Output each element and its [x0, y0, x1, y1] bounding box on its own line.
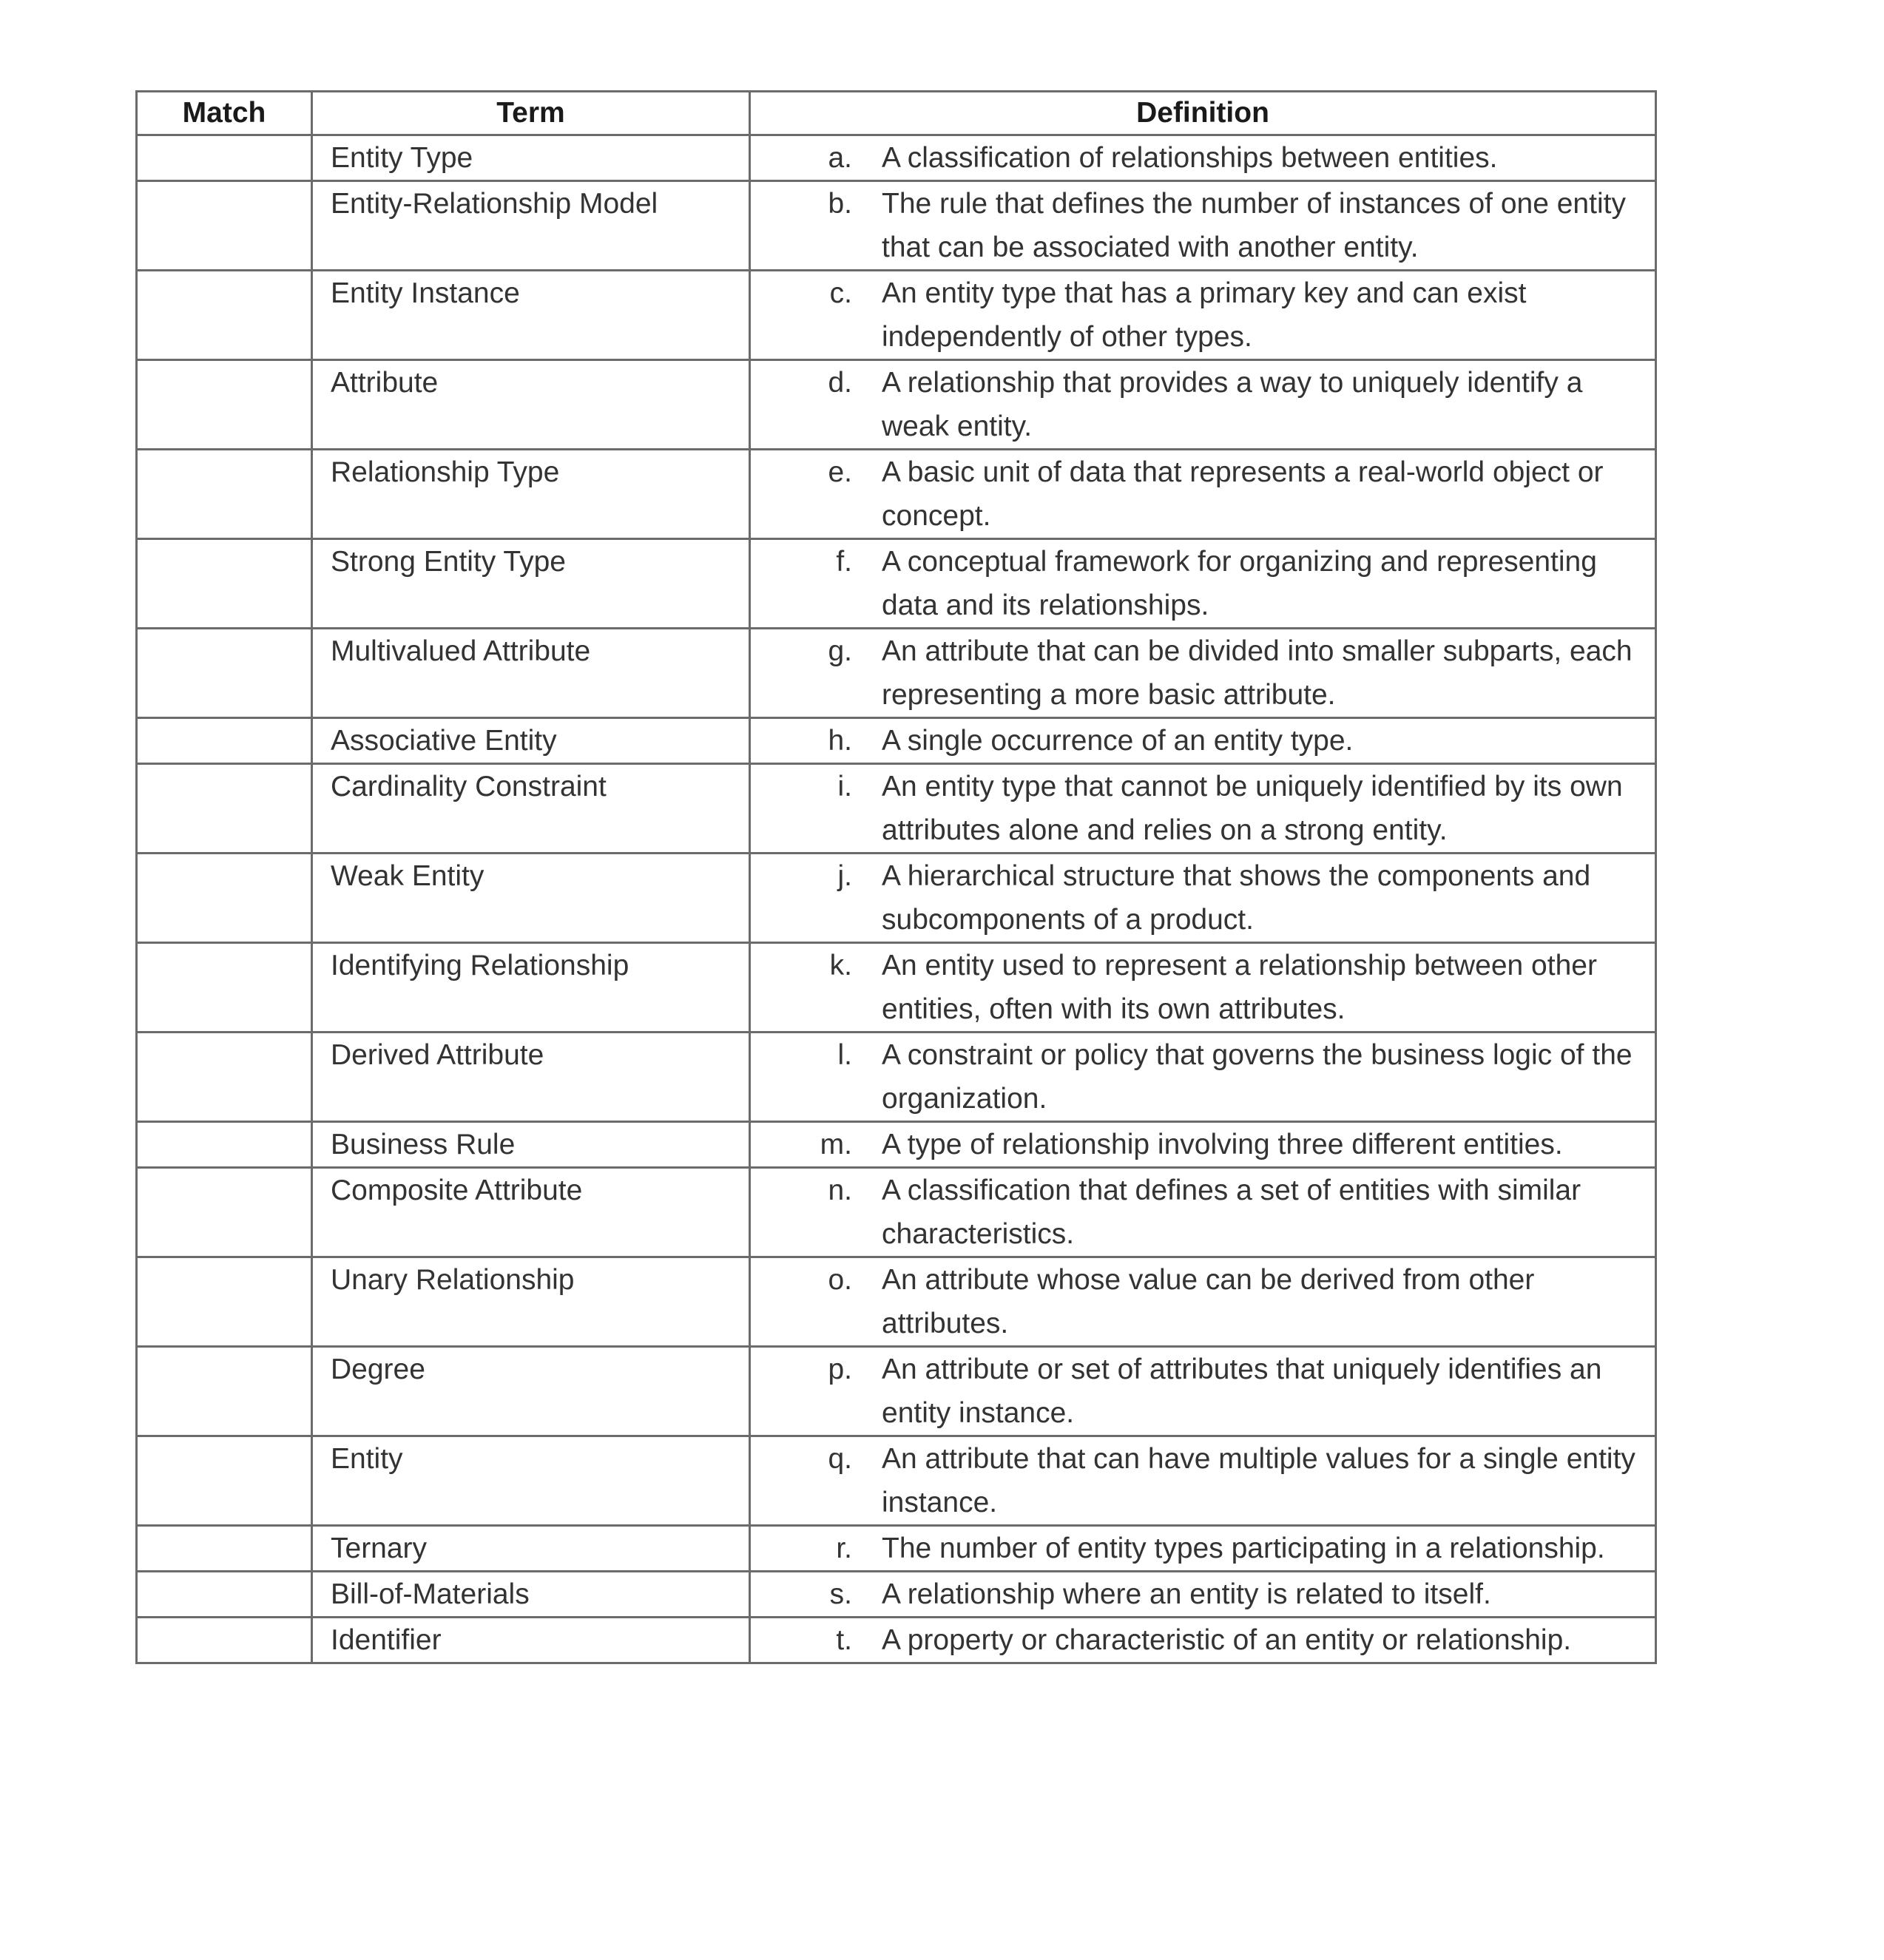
match-answer-cell[interactable]	[137, 1436, 312, 1526]
definition-cell	[750, 1033, 1656, 1122]
definition-text: An attribute or set of attributes that uniquely identifies an entity instance.	[882, 1354, 1602, 1429]
definition-letter: c.	[829, 277, 852, 309]
definition-wrapper	[751, 1123, 1655, 1166]
definition-cell	[750, 764, 1656, 854]
definition-letter: d.	[828, 367, 852, 399]
definition-column-header: Definition	[750, 92, 1656, 135]
definition-wrapper	[751, 1618, 1655, 1662]
definition-text: The number of entity types participating in a relationship.	[882, 1532, 1605, 1564]
definition-wrapper	[751, 1527, 1655, 1570]
term-cell: Entity-Relationship Model	[312, 181, 750, 271]
definition-letter: j.	[837, 860, 852, 892]
definition-letter: p.	[828, 1354, 852, 1385]
definition-letter: h.	[828, 725, 852, 757]
definition-wrapper	[751, 182, 1655, 269]
definition-wrapper	[751, 1258, 1655, 1345]
term-cell: Cardinality Constraint	[312, 764, 750, 854]
table-row	[137, 360, 1656, 450]
table-body	[137, 135, 1656, 1663]
table-row	[137, 271, 1656, 360]
definition-text: A type of relationship involving three different entities.	[882, 1129, 1563, 1160]
definition-wrapper	[751, 540, 1655, 627]
term-cell: Associative Entity	[312, 718, 750, 764]
definition-text: An attribute that can be divided into smaller subparts, each representing a more basic attribute.	[882, 635, 1633, 711]
definition-text: A constraint or policy that governs the business logic of the organization.	[882, 1039, 1633, 1115]
definition-cell	[750, 1257, 1656, 1347]
term-column-header: Term	[312, 92, 750, 135]
definition-letter: m.	[820, 1129, 852, 1160]
term-cell: Entity Instance	[312, 271, 750, 360]
definition-wrapper	[751, 1348, 1655, 1435]
match-answer-cell[interactable]	[137, 1122, 312, 1168]
match-answer-cell[interactable]	[137, 1168, 312, 1257]
definition-letter: e.	[828, 456, 852, 488]
match-answer-cell[interactable]	[137, 764, 312, 854]
match-answer-cell[interactable]	[137, 181, 312, 271]
definition-cell	[750, 629, 1656, 718]
term-cell: Composite Attribute	[312, 1168, 750, 1257]
table-row	[137, 1122, 1656, 1168]
term-cell: Business Rule	[312, 1122, 750, 1168]
table-row	[137, 1257, 1656, 1347]
match-answer-cell[interactable]	[137, 1257, 312, 1347]
definition-wrapper	[751, 854, 1655, 942]
term-cell: Entity	[312, 1436, 750, 1526]
definition-cell	[750, 135, 1656, 181]
matching-table	[135, 90, 1657, 1664]
definition-wrapper	[751, 765, 1655, 852]
table-row	[137, 1347, 1656, 1436]
table-row	[137, 1436, 1656, 1526]
definition-wrapper	[751, 271, 1655, 359]
match-answer-cell[interactable]	[137, 1618, 312, 1663]
definition-cell	[750, 539, 1656, 629]
definition-wrapper	[751, 629, 1655, 717]
definition-cell	[750, 943, 1656, 1033]
match-answer-cell[interactable]	[137, 271, 312, 360]
definition-wrapper	[751, 1437, 1655, 1524]
match-answer-cell[interactable]	[137, 135, 312, 181]
match-answer-cell[interactable]	[137, 1033, 312, 1122]
definition-cell	[750, 1122, 1656, 1168]
definition-cell	[750, 181, 1656, 271]
match-answer-cell[interactable]	[137, 1347, 312, 1436]
term-cell: Unary Relationship	[312, 1257, 750, 1347]
match-answer-cell[interactable]	[137, 854, 312, 943]
table-row	[137, 943, 1656, 1033]
table-row	[137, 718, 1656, 764]
definition-letter: t.	[836, 1624, 852, 1656]
definition-text: A relationship where an entity is related to itself.	[882, 1578, 1491, 1610]
term-cell: Multivalued Attribute	[312, 629, 750, 718]
definition-cell	[750, 450, 1656, 539]
term-cell: Weak Entity	[312, 854, 750, 943]
definition-cell	[750, 1618, 1656, 1663]
table-row	[137, 1033, 1656, 1122]
definition-wrapper	[751, 1033, 1655, 1121]
definition-letter: k.	[829, 950, 852, 981]
match-answer-cell[interactable]	[137, 629, 312, 718]
definition-wrapper	[751, 1169, 1655, 1256]
header-row	[137, 92, 1656, 135]
definition-wrapper	[751, 944, 1655, 1031]
definition-letter: l.	[837, 1039, 852, 1071]
table-row	[137, 629, 1656, 718]
table-row	[137, 1572, 1656, 1618]
definition-cell	[750, 1436, 1656, 1526]
table-row	[137, 181, 1656, 271]
definition-letter: s.	[829, 1578, 852, 1610]
definition-text: A property or characteristic of an entity or relationship.	[882, 1624, 1572, 1656]
term-cell: Bill-of-Materials	[312, 1572, 750, 1618]
definition-letter: n.	[828, 1175, 852, 1206]
definition-cell	[750, 1526, 1656, 1572]
table-row	[137, 450, 1656, 539]
term-cell: Strong Entity Type	[312, 539, 750, 629]
table-row	[137, 854, 1656, 943]
definition-text: An attribute whose value can be derived from other attributes.	[882, 1264, 1535, 1339]
definition-cell	[750, 1572, 1656, 1618]
definition-cell	[750, 360, 1656, 450]
definition-wrapper	[751, 136, 1655, 180]
definition-letter: o.	[828, 1264, 852, 1296]
table-row	[137, 764, 1656, 854]
definition-text: An entity used to represent a relationship between other entities, often with its own attributes.	[882, 950, 1597, 1025]
definition-cell	[750, 718, 1656, 764]
definition-letter: a.	[828, 142, 852, 174]
definition-cell	[750, 854, 1656, 943]
term-cell: Relationship Type	[312, 450, 750, 539]
definition-wrapper	[751, 1572, 1655, 1616]
definition-text: The rule that defines the number of instances of one entity that can be associated with another entity.	[882, 188, 1626, 263]
table-row	[137, 135, 1656, 181]
term-cell: Attribute	[312, 360, 750, 450]
term-cell: Identifier	[312, 1618, 750, 1663]
definition-text: A hierarchical structure that shows the components and subcomponents of a product.	[882, 860, 1591, 936]
definition-text: An entity type that cannot be uniquely identified by its own attributes alone and relies on a strong entity.	[882, 771, 1623, 846]
definition-text: A conceptual framework for organizing and representing data and its relationships.	[882, 546, 1597, 621]
definition-text: A single occurrence of an entity type.	[882, 725, 1354, 757]
match-answer-cell[interactable]	[137, 450, 312, 539]
definition-letter: q.	[828, 1443, 852, 1475]
match-answer-cell[interactable]	[137, 539, 312, 629]
match-answer-cell[interactable]	[137, 1572, 312, 1618]
definition-wrapper	[751, 719, 1655, 763]
match-answer-cell[interactable]	[137, 718, 312, 764]
table-row	[137, 539, 1656, 629]
matching-worksheet	[135, 90, 1655, 1664]
table-row	[137, 1618, 1656, 1663]
term-cell: Entity Type	[312, 135, 750, 181]
definition-cell	[750, 1347, 1656, 1436]
definition-cell	[750, 271, 1656, 360]
match-column-header: Match	[137, 92, 312, 135]
definition-cell	[750, 1168, 1656, 1257]
definition-text: An entity type that has a primary key and can exist independently of other types.	[882, 277, 1527, 353]
definition-text: A classification that defines a set of entities with similar characteristics.	[882, 1175, 1581, 1250]
definition-text: A basic unit of data that represents a real-world object or concept.	[882, 456, 1604, 532]
match-answer-cell[interactable]	[137, 360, 312, 450]
term-cell: Degree	[312, 1347, 750, 1436]
definition-wrapper	[751, 450, 1655, 538]
term-cell: Identifying Relationship	[312, 943, 750, 1033]
table-row	[137, 1168, 1656, 1257]
definition-letter: f.	[836, 546, 852, 578]
term-cell: Ternary	[312, 1526, 750, 1572]
term-cell: Derived Attribute	[312, 1033, 750, 1122]
definition-wrapper	[751, 361, 1655, 448]
definition-text: A relationship that provides a way to uniquely identify a weak entity.	[882, 367, 1583, 442]
definition-letter: i.	[837, 771, 852, 802]
definition-text: An attribute that can have multiple values for a single entity instance.	[882, 1443, 1635, 1518]
definition-letter: b.	[828, 188, 852, 220]
match-answer-cell[interactable]	[137, 1526, 312, 1572]
definition-letter: g.	[828, 635, 852, 667]
definition-letter: r.	[836, 1532, 852, 1564]
match-answer-cell[interactable]	[137, 943, 312, 1033]
table-row	[137, 1526, 1656, 1572]
definition-text: A classification of relationships between entities.	[882, 142, 1498, 174]
